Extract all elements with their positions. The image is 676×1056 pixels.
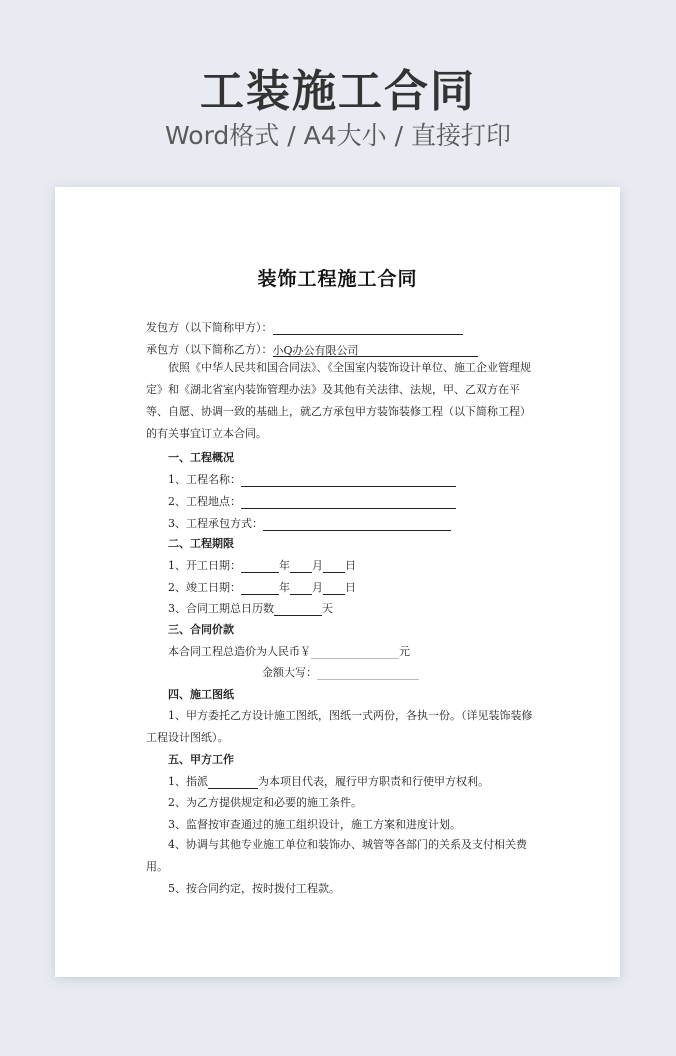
start-date-label: 1、开工日期： — [168, 559, 241, 572]
project-name-label: 1、工程名称： — [168, 473, 241, 486]
document-page — [55, 187, 620, 977]
representative-field[interactable] — [208, 776, 258, 789]
capital-row — [262, 666, 419, 680]
banner-subtitle: Word格式 / A4大小 / 直接打印 — [165, 121, 511, 150]
month-label: 月 — [312, 559, 323, 572]
party-b-field[interactable] — [273, 344, 478, 357]
contract-mode-field[interactable] — [263, 518, 451, 531]
project-name-field[interactable] — [241, 474, 456, 487]
month-label: 月 — [312, 581, 323, 594]
party-a-row — [146, 321, 463, 335]
party-b-row — [146, 343, 478, 357]
year-label: 年 — [279, 581, 290, 594]
project-location-field[interactable] — [241, 496, 456, 509]
section-1-heading: 一、工程概况 — [168, 451, 234, 464]
capital-label: 金额大写： — [262, 666, 317, 679]
project-location-row — [168, 495, 456, 509]
duty-5: 5、按合同约定，按时拨付工程款。 — [168, 882, 340, 895]
duty-2: 2、为乙方提供规定和必要的施工条件。 — [168, 796, 362, 809]
duty-1-row — [168, 775, 489, 789]
days-unit-label: 天 — [322, 602, 333, 615]
banner-title: 工装施工合同 — [200, 66, 476, 117]
drawings-paragraph: 1、甲方委托乙方设计施工图纸，图纸一式两份，各执一份。（详见装饰装修工程设计图纸）。 — [146, 709, 533, 744]
total-days-label: 3、合同工期总日历数 — [168, 602, 274, 615]
day-label: 日 — [345, 581, 356, 594]
start-day-field[interactable] — [323, 560, 345, 573]
end-date-label: 2、竣工日期： — [168, 581, 241, 594]
capital-field[interactable] — [317, 667, 419, 680]
end-day-field[interactable] — [323, 582, 345, 595]
duty-1-prefix: 1、指派 — [168, 775, 208, 788]
party-b-label: 承包方（以下简称乙方）： — [146, 343, 273, 356]
project-location-label: 2、工程地点： — [168, 495, 241, 508]
day-label: 日 — [345, 559, 356, 572]
end-month-field[interactable] — [290, 582, 312, 595]
end-date-row — [168, 581, 356, 595]
year-label: 年 — [279, 559, 290, 572]
section-4-heading: 四、施工图纸 — [168, 688, 234, 701]
contract-mode-label: 3、工程承包方式： — [168, 517, 263, 530]
party-b-value: 小Q办公有限公司 — [272, 344, 359, 357]
price-label: 本合同工程总造价为人民币￥ — [168, 645, 311, 658]
project-name-row — [168, 473, 456, 487]
duty-1-suffix: 为本项目代表，履行甲方职责和行使甲方权利。 — [258, 775, 489, 788]
end-year-field[interactable] — [241, 582, 279, 595]
yuan-label: 元 — [399, 645, 410, 658]
total-days-row — [168, 602, 333, 616]
duty-4: 4、协调与其他专业施工单位和装饰办、城管等各部门的关系及支付相关费用。 — [146, 838, 527, 873]
party-a-label: 发包方（以下简称甲方）： — [146, 321, 273, 334]
document-title: 装饰工程施工合同 — [257, 268, 418, 290]
section-3-heading: 三、合同价款 — [168, 623, 234, 636]
contract-mode-row — [168, 517, 451, 531]
price-field[interactable] — [311, 646, 399, 659]
start-year-field[interactable] — [241, 560, 279, 573]
intro-paragraph: 依照《中华人民共和国合同法》、《全国室内装饰设计单位、施工企业管理规定》和《湖北省室内装饰管理办法》及其他有关法律、法规，甲、乙双方在平等、自愿、协调一致的基础上，就乙方承包甲方装饰装修工程（以下简称工程）的有关事宜订立本合同。 — [146, 361, 531, 440]
total-days-field[interactable] — [274, 603, 322, 616]
price-row — [168, 645, 410, 659]
duty-3: 3、监督按审查通过的施工组织设计，施工方案和进度计划。 — [168, 818, 461, 831]
start-date-row — [168, 559, 356, 573]
start-month-field[interactable] — [290, 560, 312, 573]
section-2-heading: 二、工程期限 — [168, 537, 234, 550]
party-a-field[interactable] — [273, 322, 463, 335]
section-5-heading: 五、甲方工作 — [168, 753, 234, 766]
